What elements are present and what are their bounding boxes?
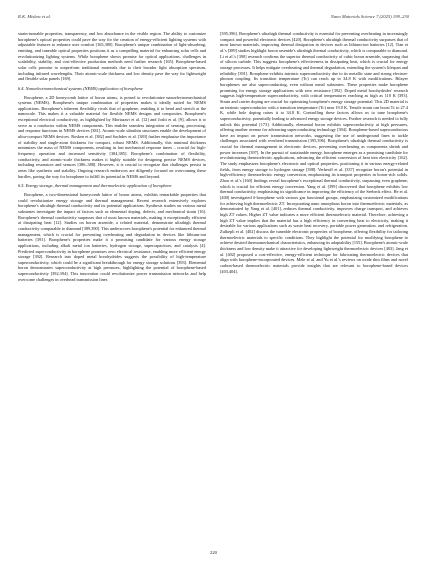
right-paragraph-1: [395,396]. Borophene's ultrahigh thermal conductivity is essential for preventing overheating in increasingly compact and powerful electronic devices [420]. Borophene's ultrahigh thermal conductivity surpasses that of most known materials, improving thermal dissipation in devices such as lithium-ion batteries [12]. Tian et al.'s [389] studies highlight boron arsenide's ultrahigh thermal conductivity, which is comparable to diamond. Li et al.'s [390] research confirms the superior thermal conductivity of cubic boron arsenide, surpassing that of silicon carbide. This suggests borophene's effectiveness in dissipating heat, which is crucial for energy storage processes. It helps mitigate overheating and thermal degradation, extending the system's lifespan and reliability [391]. Borophene exhibits intrinsic superconductivity due to its metallic state and strong electron-phonon coupling. Its transition temperature (Tc) can reach up to 34.8 K with modifications. Bilayer borophenes are also superconducting, even without metal substrates. These properties make borophene promising for energy storage applications with zero resistance [392]. Doped metal borohydrides' research suggests high-temperature superconductivity, with critical temperatures reaching as high as 110 K [393]. Strain and carrier doping are crucial for optimizing borophene's energy storage potential. This 2D material is an intrinsic superconductor with a transition temperature (Tc) near 19.0 K. Tensile strain can boost Tc to 27.4 K, while hole doping raises it to 34.8 K. Controlling these factors allows us to tune borophene's superconductivity, potentially leading to advanced energy storage devices. Further research is needed to fully unlock this potential [173]. Additionally, elemental boron exhibits superconductivity at high pressures, offering another avenue for advancing superconducting technology [394]. Borophene-based superconductors have an impact on power transmission networks, suggesting the use of underground lines to tackle challenges associated with overhead transmission [395,396]. Borophene's ultrahigh thermal conductivity is crucial for thermal management in electronic devices, preventing overheating as components shrink and power increases [397]. In the pursuit of sustainable energy, borophene emerges as a promising candidate for revolutionizing thermoelectric applications, advancing the efficient conversion of heat into electricity [162]. The study emphasizes borophene's electronic and optical properties, positioning it in various energy-related fields, from energy storage to hydrogen storage [398]. Verheoff et al. [337] recognize boron's potential in high-efficiency thermoelectric energy conversion, emphasizing its transport properties in boron-rich solids. Zhou et al.'s [160] findings reveal borophene's exceptional thermal conductivity, surpassing even graphene, which is crucial for efficient energy conversion. Yang et al. [399] discovered that borophene exhibits low thermal conductivity, emphasising its significance in improving the efficiency of the Seebeck effect. He et al. [400] investigated δ-borophene with various gas functional groups, emphasizing customized modifications for achieving high thermoelectric ZT. Incorporating nano amorphous boron into thermoelectric materials, as demonstrated by Yang et al. [401], reduces thermal conductivity, improves charge transport, and achieves high ZT values. Higher ZT value indicates a more efficient thermoelectric material. Therefore, achieving a high ZT value implies that the material has a high efficiency in converting heat to electricity, making it desirable for various applications such as waste heat recovery, portable power generation, and refrigeration. Zulkepli et al. [402] discuss the tuneable electronic properties of borophene, offering flexibility for tailoring thermoelectric materials to specific conditions. They highlight the potential for modifying borophene to achieve desired thermomechanical characteristics, enhancing its adaptability [155]. Borophene's atomic-scale thickness and low density make it attractive for developing lightweight thermoelectric devices [403]. Jang et al. [402] proposed a cost-effective, energy-efficient technique for fabricating thermoelectric devices that align with borophene-incorporated devices. Mele et al. and Yu et al.'s reviews on oxide thin films and novel carbon-based thermoelectric materials provide insights that are relevant to borophene-based devices [403,404].	[220, 31, 408, 274]
left-paragraph-2: Borophene, a 2D honeycomb lattice of boron atoms, is poised to revolutionize nanoelectromechanical systems (NEMS). Borophene's unique combination of properties makes it ideally suited for NEMS applications. Borophene's inherent flexibility rivals that of graphene, enabling it to bend and stretch at the nanoscale. This makes it a valuable material for flexible NEMS designs and composites. Borophene's exceptional electrical conductivity, as highlighted by Mortazavi et al. [12] and Joshi et al. [9], allows it to serve as a conductor within NEMS components. This enables seamless integration of sensing, processing, and response functions in NEMS devices [381]. Atomic-scale ultrathin structures enable the development of ultra-compact NEMS devices. Rosken et al. [382] and Sachdev et al. [383] further emphasise the importance of stability and single-atom thickness for compact, robust NEMS. Additionally, this minimal thickness minimizes the mass of NEMS components, resulting in fast mechanical response times – crucial for high-frequency operation and increased sensitivity [384,385]. Borophene's combination of flexibility, conductivity, and atomic-scale thickness makes it highly suitable for designing precise NEMS devices, including resonators and sensors [386–388]. However, it is crucial to recognize that challenges persist in areas like synthesis and stability. Ongoing research endeavors are diligently focused on overcoming these hurdles, paving the way for borophene to fulfill its potential in NEMS and beyond.	[18, 94, 206, 179]
section-heading-6-5: 6.5. Energy storage, thermal management and thermoelectric application of borophene	[18, 183, 172, 189]
header-journal: Nano Materials Science 7 (2025) 199–230	[330, 14, 409, 19]
left-paragraph-1: strain-tuneable properties, transparency, and low absorbance in the visible region. The ability to customize borophene's optical properties could pave the way for the creation of energy-efficient lighting systems with adjustable features to enhance user comfort [165,380]. Borophene's unique combination of light-absorbing, emitting, and tuneable optical properties positions it as a compelling material for enhancing solar cells and revolutionizing lighting systems. While borophene shows promise for optical applications, challenges in scalability, stability, and cost-effective production methods need further research [165]. Borophene-based solar cells promise to outperform traditional materials due to their broader light absorption spectrum, including infrared wavelengths. Their atomic-scale thickness and low density pave the way for lightweight and flexible solar panels [169].	[18, 31, 206, 82]
left-paragraph-3: Borophene, a two-dimensional honeycomb lattice of boron atoms, exhibits remarkable properties that could revolutionize energy storage and thermal management. Recent research extensively explores borophene's ultrahigh thermal conductivity and its potential applications. Synthesis studies on various metal substrates investigate the impact of factors such as elemental doping, defects, and mechanical strain [16]. Borophene's thermal conductivity surpasses that of most known materials, making it exceptionally efficient at dissipating heat [12]. Studies on boron arsenide, a related material, demonstrate ultrahigh thermal conductivity comparable to diamond [389,390]. This underscores borophene's potential for enhanced thermal management, which is crucial for preventing overheating and degradation in devices like lithium-ion batteries [391]. Borophene's properties make it a promising candidate for various energy storage applications, including alkali metal ion batteries, hydrogen storage, supercapacitors, and catalysis [4]. Predicted superconductivity in borophene promises zero electrical resistance, enabling more efficient energy storage [392]. Research into doped metal borohydrides suggests the possibility of high-temperature superconductivity, which could be a significant breakthrough for energy storage solutions [393]. Elemental boron demonstrates superconductivity at high pressures, highlighting the potential of borophene-based superconductivity [392,394]. This innovation could revolutionize power transmission networks and help overcome challenges in overhead transmission lines	[18, 191, 206, 282]
right-column	[220, 31, 408, 274]
left-column	[18, 31, 206, 282]
running-header	[18, 14, 409, 23]
header-authors: R.K. Mishra et al.	[18, 14, 51, 19]
page-number: 220	[210, 550, 217, 555]
section-heading-6-4: 6.4. Nanoelectromechanical systems (NEMS) application of borophene	[18, 85, 143, 91]
